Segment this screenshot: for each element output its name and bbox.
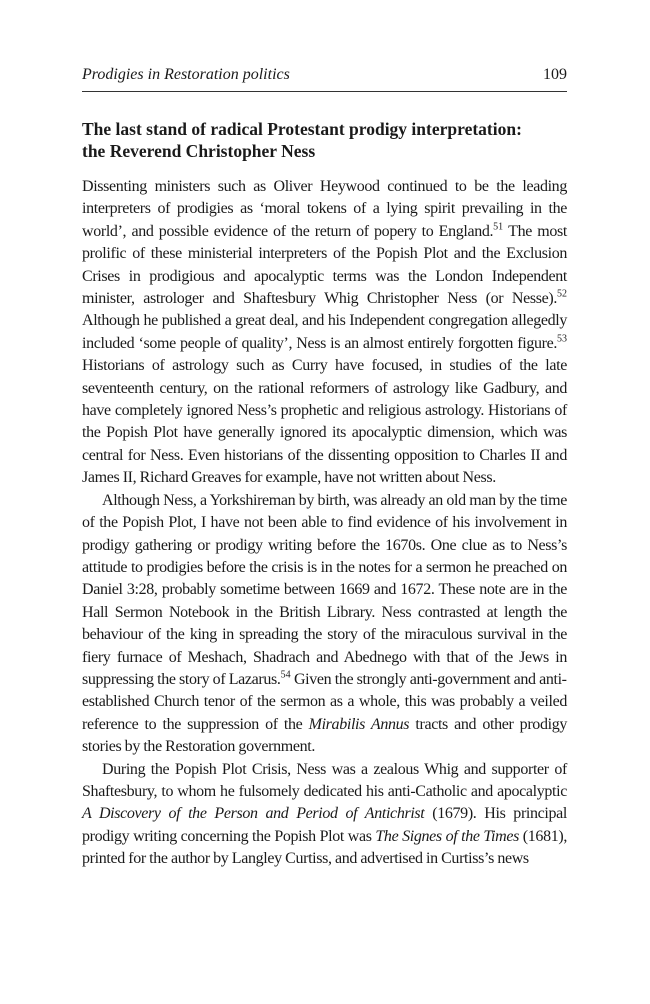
italic-title: A Discovery of the Person and Period of Antichrist [82, 805, 425, 823]
text-run: Dissenting ministers such as Oliver Heywood continued to be the leading interpreters of prodigies as ‘moral tokens of a lying spirit prevailing in the world’, and possible evidence of the return of popery to England. [82, 178, 567, 240]
text-run: Historians of astrology such as Curry have focused, in studies of the late seventeenth century, on the rational reformers of astrology like Gadbury, and have completely ignored Ness’s prophetic and religious astrology. Historians of the Popish Plot have generally ignored its apocalyptic dimension, which was central for Ness. Even historians of the dissenting opposition to Charles II and James II, Richard Greaves for example, have not written about Ness. [82, 357, 567, 487]
book-page [82, 64, 567, 871]
text-run: Although he published a great deal, and his Independent congregation allegedly included ‘some people of quality’, Ness is an almost entirely forgotten figure. [82, 312, 567, 352]
text-run: During the Popish Plot Crisis, Ness was a zealous Whig and supporter of Shaftesbury, to whom he fulsomely dedicated his anti-Catholic and apocalyptic [82, 760, 567, 800]
running-head-title: Prodigies in Restoration politics [82, 66, 290, 83]
footnote-ref: 51 [493, 221, 504, 233]
body-text [82, 176, 567, 871]
footnote-ref: 54 [280, 669, 291, 681]
text-run: (1679). His principal prodigy writing concerning the Popish Plot was [82, 805, 568, 845]
footnote-ref: 53 [557, 333, 567, 345]
section-heading-line-2: the Reverend Christopher Ness [82, 141, 316, 161]
running-head [82, 64, 567, 92]
section-heading-line-1: The last stand of radical Protestant prodigy interpretation: [82, 119, 522, 139]
text-run: Given the strongly anti-government and antiestablished Church tenor of the sermon as a whole, this was probably a veiled reference to the suppression of the [82, 670, 567, 733]
page-number: 109 [543, 66, 567, 83]
text-run: tracts and other prodigy stories by the Restoration government. [82, 715, 568, 756]
section-heading [82, 118, 567, 162]
text-run: The most prolific of these ministerial interpreters of the Popish Plot and the Exclusion Crises in prodigious and apocalyptic terms was the London Independent minister, astrologer and Shaftesbury Whig Christopher Ness (or Nesse). [82, 222, 567, 308]
paragraph [82, 176, 567, 490]
text-run: (1681), printed for the author by Langley Curtiss, and advertised in Curtiss’s news [82, 827, 567, 868]
paragraph [82, 490, 567, 759]
paragraph [82, 759, 567, 871]
italic-title: The Signes of the Times [375, 827, 519, 845]
footnote-ref: 52 [557, 288, 567, 300]
text-run: Although Ness, a Yorkshireman by birth, was already an old man by the time of the Popish Plot, I have not been able to find evidence of his involvement in prodigy gathering or prodigy writing before the 1670s. One clue as to Ness’s attitude to prodigies before the crisis is in the notes for a sermon he preached on Daniel 3:28, probably sometime between 1669 and 1672. These note are in the Hall Sermon Notebook in the British Library. Ness contrasted at length the behaviour of the king in spreading the story of the miraculous survival in the fiery furnace of Meshach, Shadrach and Abednego with that of the Jews in suppressing the story of Lazarus. [82, 491, 567, 688]
italic-title: Mirabilis Annus [308, 715, 410, 733]
